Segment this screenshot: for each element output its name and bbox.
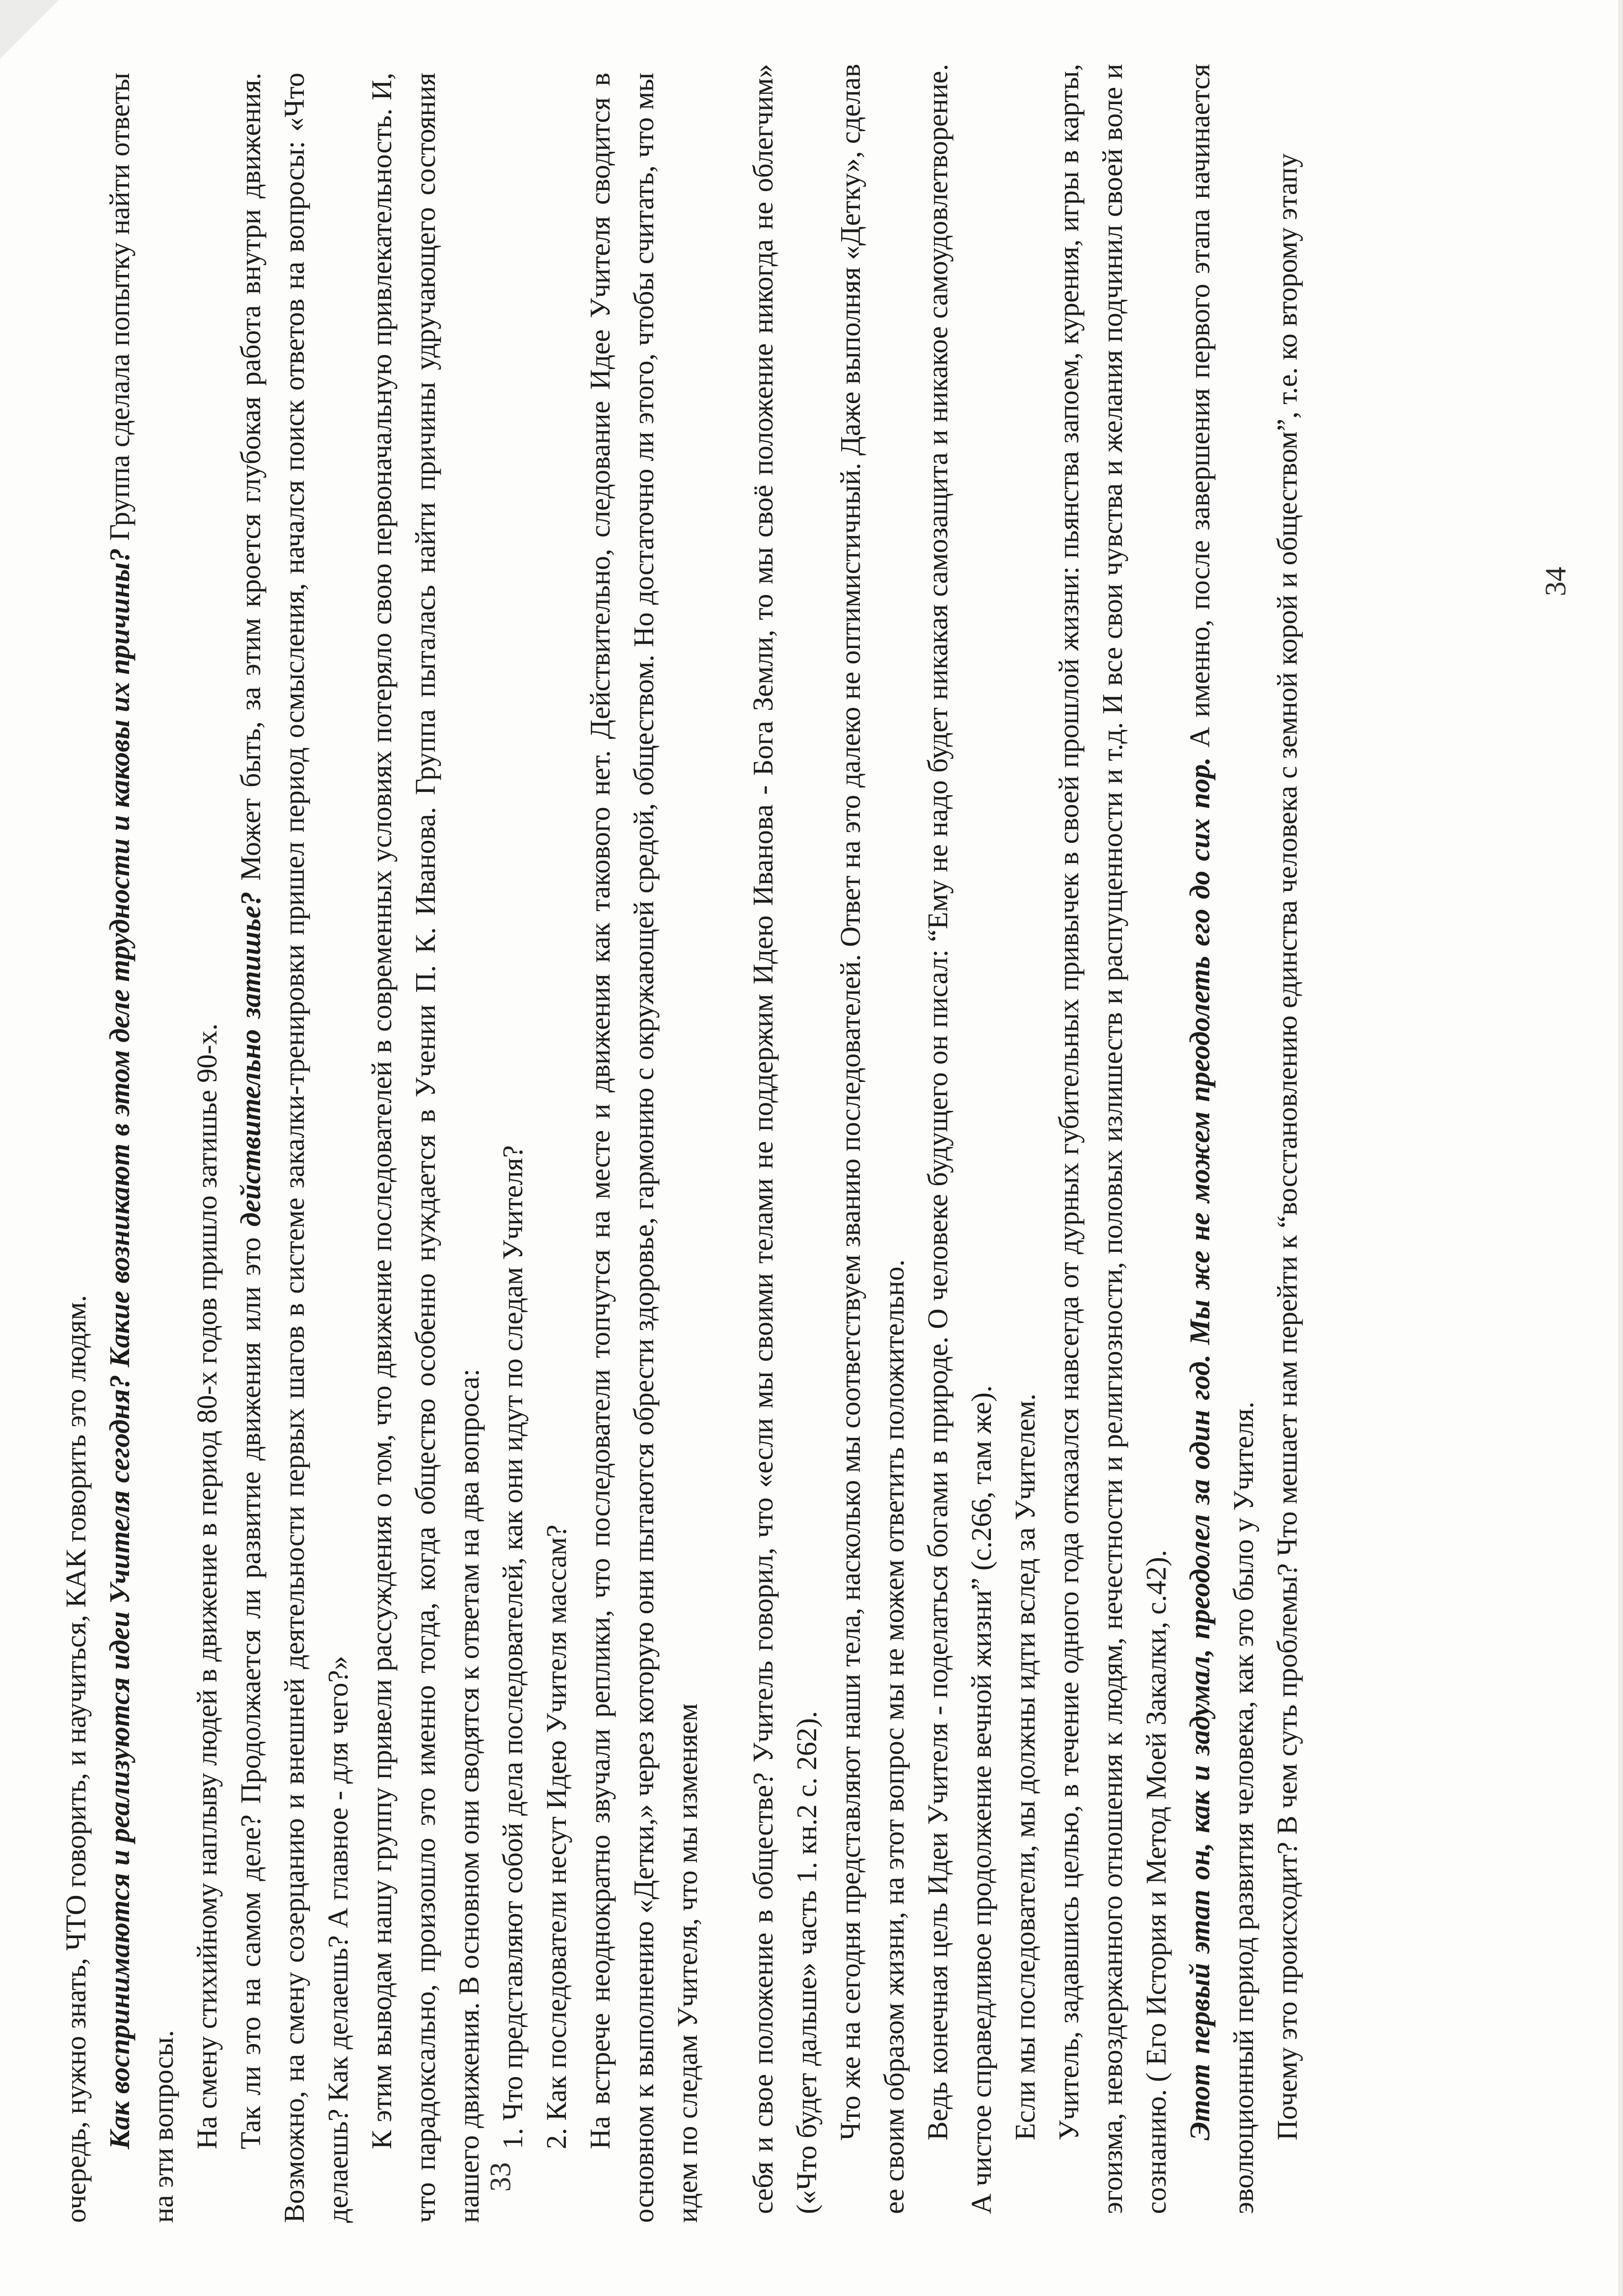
paragraph-bodies: Что же на сегодня представляют наши тела, насколько мы соответствуем званию последователей. Ответ на это далеко не оптимистичный. Даже выполняя «Детку», сделав ее своим образом жизни, на этот вопрос мы не можем ответить положительно. bbox=[834, 64, 910, 2214]
page-33 bbox=[54, 73, 703, 2223]
paragraph-meeting: На встрече неоднократно звучали реплики, что последователи топчутся на месте и движения как такового нет. Действительно, следование Идее Учителя сводится в основном к выполнению «Детки,» через которую они пытаются обрести здоровье, гармонию с окружающей средой, обществом. Но достаточно ли этого, чтобы считать, что мы идем по следам Учителя, что мы изменяем bbox=[584, 73, 703, 2223]
paragraph-continuation-34: себя и свое положение в обществе? Учитель говорил, что «если мы своими телами не поддержим Идею Иванова - Бога Земли, то мы своё положение никогда не облегчим» («Что будет дальше» часть 1. кн.2 с. 262). bbox=[747, 64, 823, 2214]
paragraph-questions bbox=[98, 73, 185, 2223]
emphasis-calm: действительно затишье? bbox=[235, 891, 266, 1227]
paragraph-calm-text: Может быть, за этим кроется глубокая работа внутри движения. Возможно, на смену созерцанию и внешней деятельности первых шагов в системе закалки-тренировки пришел период осмысления, начался поиск ответов на вопросы: «Что делаешь? Как делаешь? А главное - для чего?» bbox=[235, 73, 354, 2223]
emphasis-questions: Как воспринимаются и реализуются идеи Учителя сегодня? Какие возникают в этом деле трудности и каковы их причины? bbox=[104, 548, 135, 2149]
page-number-33: 33 bbox=[484, 2162, 517, 2192]
folded-corner bbox=[0, 0, 59, 59]
page-number-34: 34 bbox=[1539, 567, 1572, 596]
paragraph-followers: Если мы последователи, мы должны идти вслед за Учителем. bbox=[1009, 1393, 1041, 2140]
paragraph-calm-lead: Так ли это на самом деле? Продолжается ли развитие движения или это bbox=[235, 1226, 266, 2149]
paragraph-teacher-habits: Учитель, задавшись целью, в течение одного года отказался навсегда от дурных губительных привычек в своей прошлой жизни: пьянства запоем, курения, игры в карты, эгоизма, невоздержанного отношения к людям, нечестности и религиозности, половых излишеств и распущенности и т.д. И все свои чувства и желания подчинил своей воле и сознанию. ( Его История и Метод Моей Закалки, с.42). bbox=[1053, 64, 1172, 2214]
paragraph-first-stage-text: А именно, после завершения первого этапа начинается эволюционный период развития человека, как это было у Учителя. bbox=[1184, 64, 1259, 2214]
paragraph-80s: На смену стихийному наплыву людей в движение в период 80-х годов пришло затишье 90-х. bbox=[191, 1023, 223, 2149]
page-edge bbox=[1618, 0, 1623, 2296]
paragraph-conclusions: К этим выводам нашу группу привели рассуждения о том, что движение последователей в современных условиях потеряло свою первоначальную привлекательность. И, что парадоксально, произошло это именно тогда, когда общество особенно нуждается в Учении П. К. Иванова. Группа пыталась найти причины удручающего состояния нашего движения. В основном они сводятся к ответам на два вопроса: bbox=[366, 73, 485, 2223]
paragraph-continuation: очередь, нужно знать, ЧТО говорить, и научиться, КАК говорить это людям. bbox=[60, 1295, 92, 2223]
emphasis-first-stage: Этот первый этап он, как и задумал, преодолел за один год. Мы же не можем преодолеть его до сих пор. bbox=[1184, 757, 1216, 2140]
question-1: 1. Что представляют собой дела последователей, как они идут по следам Учителя? bbox=[497, 1145, 529, 2149]
question-2: 2. Как последователи несут Идею Учителя массам? bbox=[540, 1524, 572, 2149]
paragraph-calm bbox=[229, 73, 360, 2223]
paragraph-first-stage bbox=[1178, 64, 1265, 2214]
page-34 bbox=[741, 64, 1369, 2214]
paragraph-questions-text: Группа сделала попытку найти ответы на эти вопросы. bbox=[104, 73, 179, 2223]
paragraph-why: Почему это происходит? В чем суть проблемы? Что мешает нам перейти к “восстановлению единства человека с земной корой и обществом”, т.е. ко второму этапу bbox=[1271, 153, 1303, 2140]
paragraph-goal: Ведь конечная цель Идеи Учителя - поделаться богами в природе. О человеке будущего он писал: “Ему не надо будет никакая самозащита и никакое самоудовлетворение. А чистое справедливое продолжение вечной жизни” (с.266, там же). bbox=[922, 64, 997, 2214]
